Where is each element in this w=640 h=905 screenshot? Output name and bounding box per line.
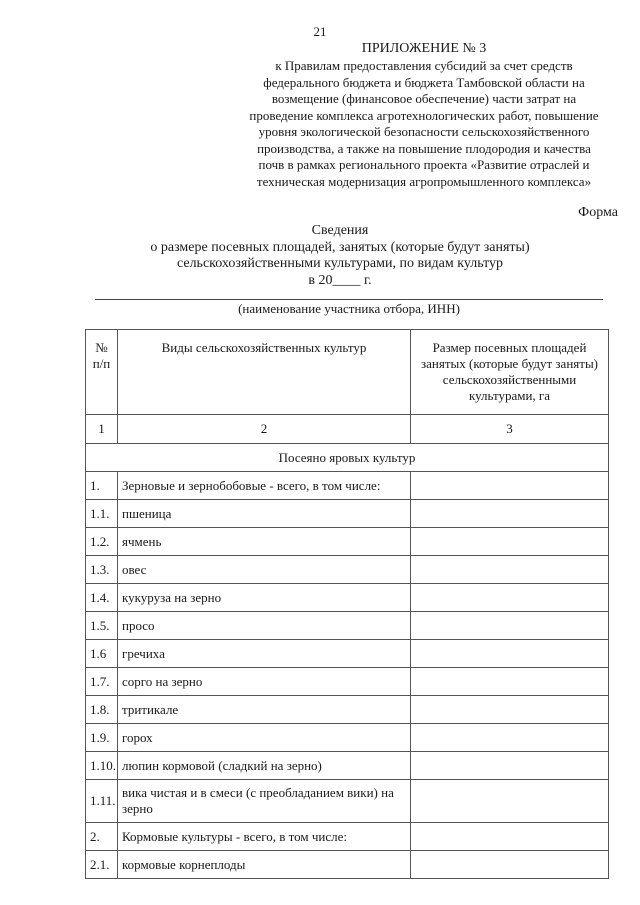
row-crop-name: люпин кормовой (сладкий на зерно) [118,752,411,780]
appendix-line: проведение комплекса агротехнологических работ, повышение [249,107,599,123]
row-crop-name: овес [118,556,411,584]
row-area-value [411,584,609,612]
row-crop-name: пшеница [118,500,411,528]
row-number: 1.8. [86,696,118,724]
table-row [86,612,609,640]
appendix-line: техническая модернизация агропромышленного комплекса» [256,173,592,189]
heading-line: в 20____ г. [308,272,372,288]
row-area-value [411,780,609,823]
row-area-value [411,640,609,668]
page-number: 21 [313,24,327,39]
row-area-value [411,851,609,879]
column-number: 2 [118,415,411,444]
row-crop-name: сорго на зерно [118,668,411,696]
table-body [86,472,609,879]
row-number: 1.11. [86,780,118,823]
row-crop-name: Кормовые культуры - всего, в том числе: [118,823,411,851]
row-number: 1.4. [86,584,118,612]
row-crop-name: ячмень [118,528,411,556]
row-area-value [411,612,609,640]
row-crop-name: вика чистая и в смеси (с преобладанием вики) на зерно [118,780,411,823]
appendix-title: ПРИЛОЖЕНИЕ № 3 [361,41,487,56]
row-area-value [411,528,609,556]
table-row [86,823,609,851]
org-name-underline [95,299,603,300]
column-number: 1 [86,415,118,444]
table-row [86,696,609,724]
row-number: 1.9. [86,724,118,752]
row-crop-name: горох [118,724,411,752]
appendix-line: возмещение (финансовое обеспечение) части затрат на [271,91,577,106]
row-area-value [411,823,609,851]
table-row [86,584,609,612]
row-number: 1. [86,472,118,500]
row-crop-name: просо [118,612,411,640]
row-number: 2.1. [86,851,118,879]
document-heading [100,223,580,289]
table-row [86,752,609,780]
row-number: 1.1. [86,500,118,528]
row-crop-name: кукуруза на зерно [118,584,411,612]
row-area-value [411,472,609,500]
row-number: 2. [86,823,118,851]
appendix-line: федерального бюджета и бюджета Тамбовской области на [263,74,585,90]
table-row [86,851,609,879]
header-crop: Виды сельскохозяйственных культур [118,330,411,415]
crop-area-table [85,329,609,879]
row-number: 1.7. [86,668,118,696]
row-crop-name: кормовые корнеплоды [118,851,411,879]
row-area-value [411,556,609,584]
header-num: № п/п [86,330,118,415]
form-label: Форма [578,205,618,220]
table-row [86,724,609,752]
section-title: Посеяно яровых культур [86,444,609,472]
column-number: 3 [411,415,609,444]
org-name-caption: (наименование участника отбора, ИНН) [238,301,460,316]
section-row [86,444,609,472]
row-crop-name: гречиха [118,640,411,668]
row-number: 1.2. [86,528,118,556]
row-area-value [411,752,609,780]
heading-line: о размере посевных площадей, занятых (которые будут заняты) [150,239,530,255]
table-row [86,780,609,823]
heading-line: Сведения [311,223,369,238]
row-number: 1.10. [86,752,118,780]
table-row [86,528,609,556]
appendix-line: уровня экологической безопасности сельскохозяйственного [258,124,590,139]
row-number: 1.3. [86,556,118,584]
row-area-value [411,696,609,724]
appendix-line: почв в рамках регионального проекта «Развитие отраслей и [258,157,590,172]
table-row [86,472,609,500]
row-area-value [411,668,609,696]
column-number-row [86,415,609,444]
heading-line: сельскохозяйственными культурами, по видам культур [176,256,504,271]
appendix-line: к Правилам предоставления субсидий за счет средств [275,58,573,73]
header-area: Размер посевных площадей занятых (которые будут заняты) сельскохозяйственными культурами, га [411,330,609,415]
table-row [86,640,609,668]
row-area-value [411,500,609,528]
table-header-row [86,330,609,415]
table-row [86,556,609,584]
row-area-value [411,724,609,752]
table-row [86,668,609,696]
row-crop-name: Зерновые и зернобобовые - всего, в том числе: [118,472,411,500]
appendix-block [236,40,612,190]
table-row [86,500,609,528]
appendix-line: производства, а также на повышение плодородия и качества [257,140,591,156]
row-number: 1.6 [86,640,118,668]
row-number: 1.5. [86,612,118,640]
row-crop-name: тритикале [118,696,411,724]
